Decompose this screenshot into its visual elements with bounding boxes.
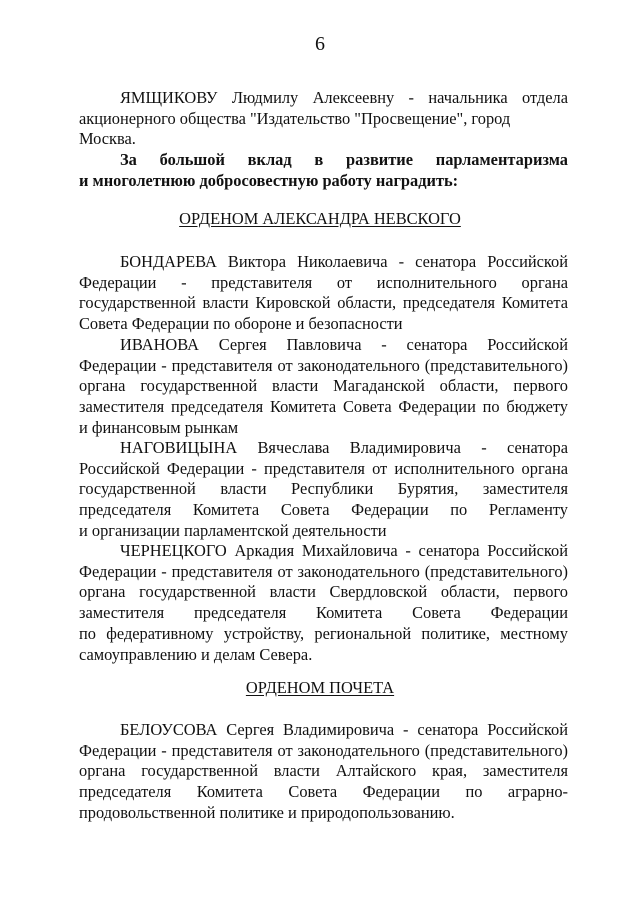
- recipient-line: председателя Комитета Совета Федерации по Регламенту: [79, 500, 568, 520]
- recipient-line: самоуправлению и делам Севера.: [79, 644, 313, 664]
- recipient-line: Совета Федерации по обороне и безопасности: [79, 314, 403, 334]
- recipient-line: ИВАНОВА Сергея Павловича - сенатора Российской: [120, 335, 568, 354]
- recipient-line: председателя Комитета Совета Федерации по аграрно-: [79, 782, 568, 802]
- order-pocheta-title: [0, 678, 640, 699]
- recipient-line: и финансовым рынкам: [79, 417, 239, 437]
- award-statement: [79, 150, 568, 191]
- recipient-line: Федерации - представителя от законодательного (представительного): [79, 355, 568, 375]
- intro-line: ЯМЩИКОВУ Людмилу Алексеевну - начальника отдела: [120, 88, 568, 107]
- recipient-paragraph-bondarev: [79, 252, 568, 335]
- recipient-line: заместителя председателя Комитета Совета Федерации по бюджету: [79, 397, 568, 417]
- recipient-line: БОНДАРЕВА Виктора Николаевича - сенатора Российской: [120, 252, 568, 271]
- recipient-paragraph-chernetsky: [79, 541, 568, 665]
- recipient-line: продовольственной политике и природопользованию.: [79, 802, 455, 822]
- recipient-line: Федерации - представителя от законодательного (представительного): [79, 561, 568, 581]
- intro-paragraph: [79, 88, 568, 150]
- recipient-line: Российской Федерации - представителя от исполнительного органа: [79, 458, 568, 478]
- recipient-line: органа государственной власти Алтайского края, заместителя: [79, 761, 568, 781]
- recipient-line: ЧЕРНЕЦКОГО Аркадия Михайловича - сенатора Российской: [120, 541, 568, 560]
- recipient-line: по федеративному устройству, региональной политике, местному: [79, 623, 568, 643]
- recipient-line: Федерации - представителя от исполнительного органа: [79, 272, 568, 292]
- recipient-line: органа государственной власти Свердловской области, первого: [79, 582, 568, 602]
- recipient-line: Федерации - представителя от законодательного (представительного): [79, 740, 568, 760]
- recipient-line: государственной власти Кировской области, председателя Комитета: [79, 293, 568, 313]
- order-nevsky-title: [0, 209, 640, 230]
- recipient-line: государственной власти Республики Бурятия, заместителя: [79, 479, 568, 499]
- order-pocheta-title-text: ОРДЕНОМ ПОЧЕТА: [245, 678, 395, 697]
- recipient-line: НАГОВИЦЫНА Вячеслава Владимировича - сенатора: [120, 438, 568, 457]
- award-statement-line: и многолетнюю добросовестную работу наградить:: [79, 170, 459, 190]
- recipient-line: органа государственной власти Магаданской области, первого: [79, 376, 568, 396]
- recipient-line: заместителя председателя Комитета Совета Федерации: [79, 603, 568, 623]
- page-number: 6: [315, 33, 325, 55]
- recipient-paragraph-belousov: [79, 720, 568, 824]
- award-statement-line: За большой вклад в развитие парламентаризма: [120, 150, 568, 169]
- recipient-line: и организации парламентской деятельности: [79, 520, 387, 540]
- recipient-paragraph-ivanov: [79, 335, 568, 439]
- intro-line: акционерного общества "Издательство "Просвещение", город Москва.: [79, 108, 511, 149]
- recipient-paragraph-nagovitsyn: [79, 438, 568, 542]
- recipient-line: БЕЛОУСОВА Сергея Владимировича - сенатора Российской: [120, 720, 568, 739]
- order-nevsky-title-text: ОРДЕНОМ АЛЕКСАНДРА НЕВСКОГО: [179, 209, 461, 228]
